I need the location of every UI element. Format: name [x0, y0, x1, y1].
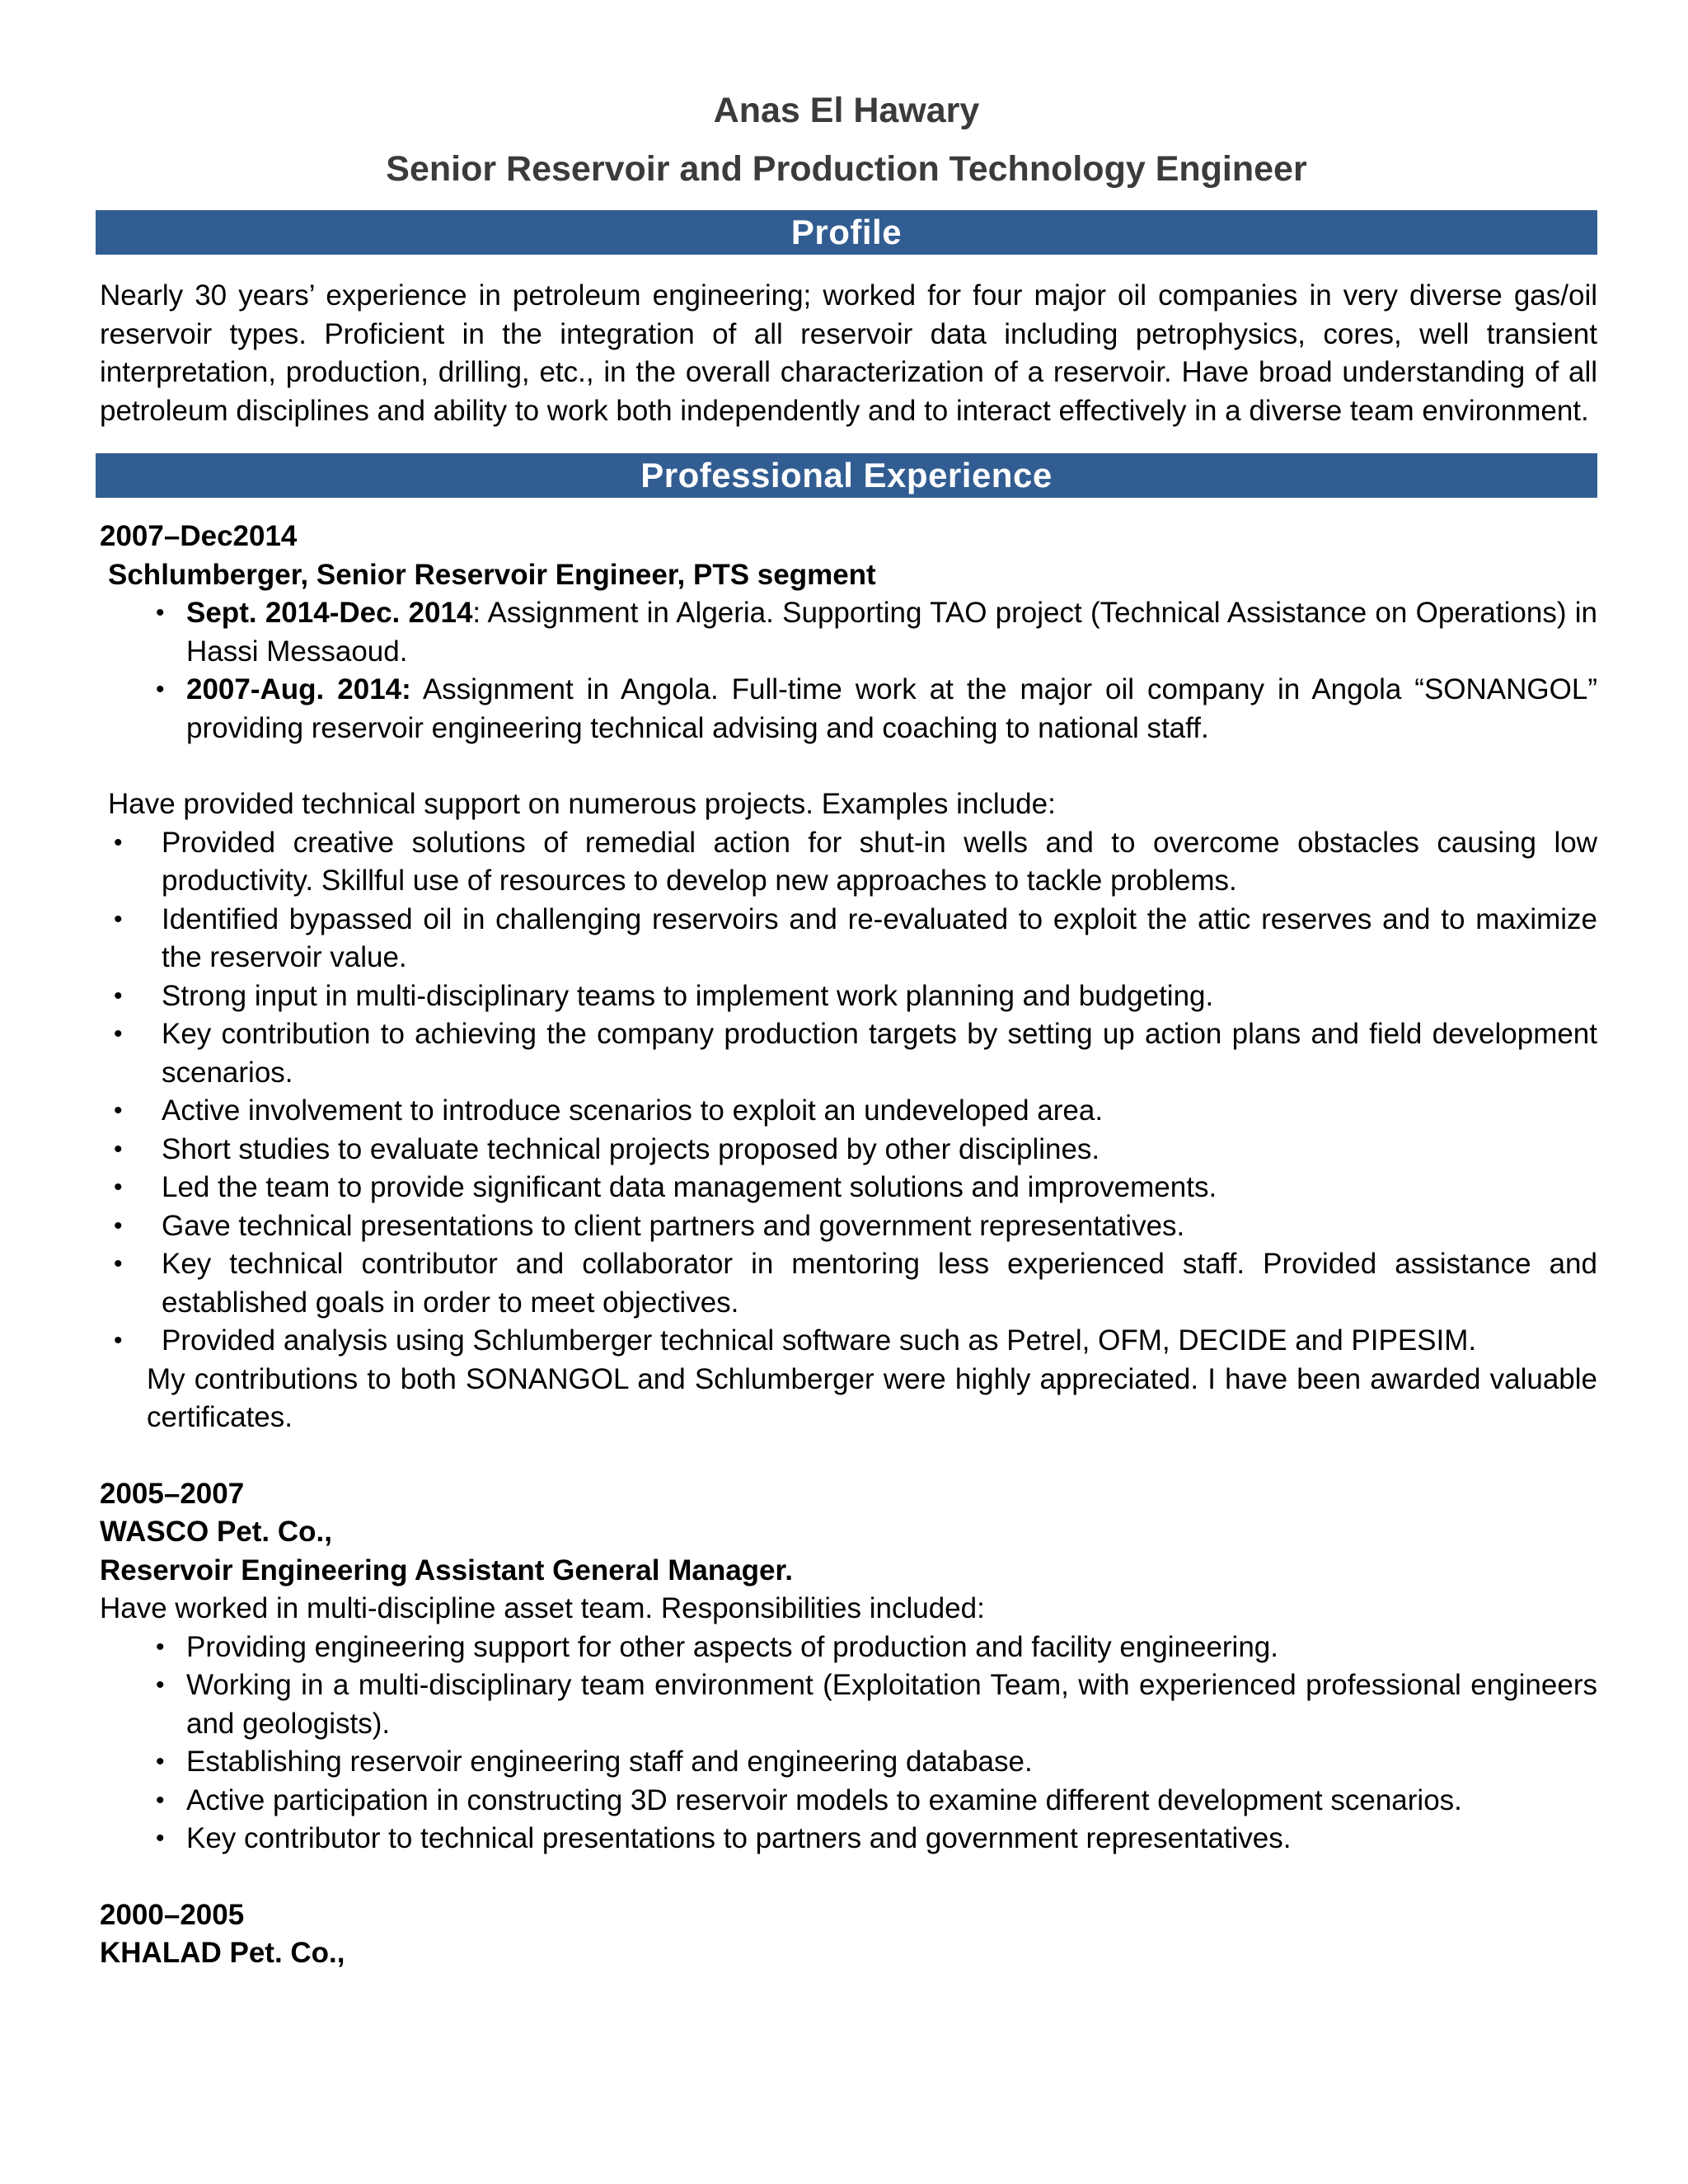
responsibility-text: Active participation in constructing 3D reservoir models to examine different development scenarios. — [186, 1783, 1462, 1816]
experience-entry-khalad — [96, 1896, 1597, 1973]
experience-company: KHALAD Pet. Co., — [100, 1937, 345, 1969]
bullet-icon: • — [114, 1097, 123, 1124]
bullet-icon: • — [156, 1786, 165, 1814]
list-item — [96, 671, 1597, 748]
bullet-icon: • — [114, 905, 123, 933]
list-item — [96, 1322, 1597, 1361]
candidate-title: Senior Reservoir and Production Technology Engineer — [386, 149, 1307, 189]
experience-entry-schlumberger — [96, 518, 1597, 1437]
list-item — [96, 1782, 1597, 1821]
bullet-icon: • — [114, 1020, 123, 1047]
experience-company: WASCO Pet. Co., — [100, 1516, 332, 1548]
bullet-icon: • — [114, 828, 123, 856]
responsibilities-intro: Have worked in multi-discipline asset team. Responsibilities included: — [100, 1592, 985, 1624]
example-text: Provided creative solutions of remedial action for shut-in wells and to overcome obstacles causing low productivity. Skillful use of resources to develop new approaches to tackle problems. — [162, 826, 1597, 897]
bullet-icon: • — [114, 1212, 123, 1240]
examples-intro: Have provided technical support on numerous projects. Examples include: — [108, 788, 1056, 820]
list-item — [96, 1820, 1597, 1858]
example-text: Active involvement to introduce scenarios to exploit an undeveloped area. — [162, 1094, 1104, 1127]
responsibility-text: Working in a multi-disciplinary team environment (Exploitation Team, with experienced professional engineers and geologists). — [186, 1669, 1597, 1740]
experience-company: Schlumberger, Senior Reservoir Engineer, PTS segment — [108, 558, 876, 591]
bullet-icon: • — [114, 1174, 123, 1201]
bullet-icon: • — [114, 1135, 123, 1163]
spacer — [96, 1858, 1597, 1896]
list-item — [96, 1666, 1597, 1743]
list-item — [96, 1169, 1597, 1207]
list-item — [96, 1743, 1597, 1782]
assignment-label: Sept. 2014-Dec. 2014 — [186, 597, 473, 629]
responsibility-text: Key contributor to technical presentations to partners and government representatives. — [186, 1822, 1292, 1854]
experience-period: 2005–2007 — [100, 1477, 245, 1510]
example-text: Identified bypassed oil in challenging reservoirs and re-evaluated to exploit the attic reserves and to maximize the reservoir value. — [162, 902, 1597, 973]
list-item — [96, 1015, 1597, 1092]
bullet-icon: • — [156, 1671, 165, 1699]
assignment-text: : Assignment in Algeria. Supporting TAO project (Technical Assistance on Operations) in Hassi Messaoud. — [186, 597, 1597, 668]
profile-summary: Nearly 30 years’ experience in petroleum engineering; worked for four major oil companies in very diverse gas/oil reservoir types. Proficient in the integration of all reservoir data including petrophysics, cores, well transient interpretation, production, drilling, etc., in the overall characterization of a reservoir. Have broad understanding of all petroleum disciplines and ability to work both independently and to interact effectively in a diverse team environment. — [100, 279, 1597, 427]
experience-period: 2000–2005 — [100, 1898, 245, 1931]
assignment-text: Assignment in Angola. Full-time work at the major oil company in Angola “SONANGOL” providing reservoir engineering technical advising and coaching to national staff. — [186, 673, 1597, 744]
example-text: Key contribution to achieving the company production targets by setting up action plans and field development scenarios. — [162, 1018, 1597, 1089]
responsibility-text: Establishing reservoir engineering staff and engineering database. — [186, 1746, 1033, 1778]
responsibility-text: Providing engineering support for other aspects of production and facility engineering. — [186, 1630, 1278, 1663]
bullet-icon: • — [114, 1250, 123, 1277]
bullet-icon: • — [156, 599, 165, 626]
assignment-list — [96, 594, 1597, 748]
section-header-experience: Professional Experience — [96, 453, 1597, 498]
example-text: Gave technical presentations to client partners and government representatives. — [162, 1209, 1185, 1242]
list-item — [96, 1131, 1597, 1169]
bullet-icon: • — [156, 676, 165, 703]
candidate-name: Anas El Hawary — [713, 91, 980, 130]
responsibilities-list — [96, 1629, 1597, 1858]
list-item — [96, 1245, 1597, 1322]
closing-statement: My contributions to both SONANGOL and Schlumberger were highly appreciated. I have been awarded valuable certificates. — [147, 1362, 1597, 1433]
example-text: Provided analysis using Schlumberger technical software such as Petrel, OFM, DECIDE and PIPESIM. — [162, 1324, 1477, 1357]
list-item — [96, 1207, 1597, 1246]
list-item — [96, 901, 1597, 977]
list-item — [96, 1629, 1597, 1667]
examples-list — [96, 824, 1597, 1361]
bullet-icon: • — [114, 1327, 123, 1354]
list-item — [96, 977, 1597, 1016]
list-item — [96, 824, 1597, 901]
list-item — [96, 1092, 1597, 1131]
example-text: Short studies to evaluate technical projects proposed by other disciplines. — [162, 1132, 1100, 1165]
experience-role: Reservoir Engineering Assistant General Manager. — [100, 1554, 793, 1586]
bullet-icon: • — [156, 1633, 165, 1661]
section-header-profile: Profile — [96, 210, 1597, 255]
spacer — [96, 1437, 1597, 1475]
example-text: Strong input in multi-disciplinary teams to implement work planning and budgeting. — [162, 979, 1214, 1012]
example-text: Key technical contributor and collaborator in mentoring less experienced staff. Provided assistance and established goals in order to meet objectives. — [162, 1248, 1597, 1319]
bullet-icon: • — [114, 982, 123, 1010]
bullet-icon: • — [156, 1748, 165, 1775]
bullet-icon: • — [156, 1825, 165, 1852]
spacer — [96, 748, 1597, 785]
experience-period: 2007–Dec2014 — [100, 520, 298, 552]
list-item — [96, 594, 1597, 671]
assignment-label: 2007-Aug. 2014: — [186, 673, 411, 705]
example-text: Led the team to provide significant data management solutions and improvements. — [162, 1171, 1217, 1203]
experience-entry-wasco — [96, 1475, 1597, 1858]
